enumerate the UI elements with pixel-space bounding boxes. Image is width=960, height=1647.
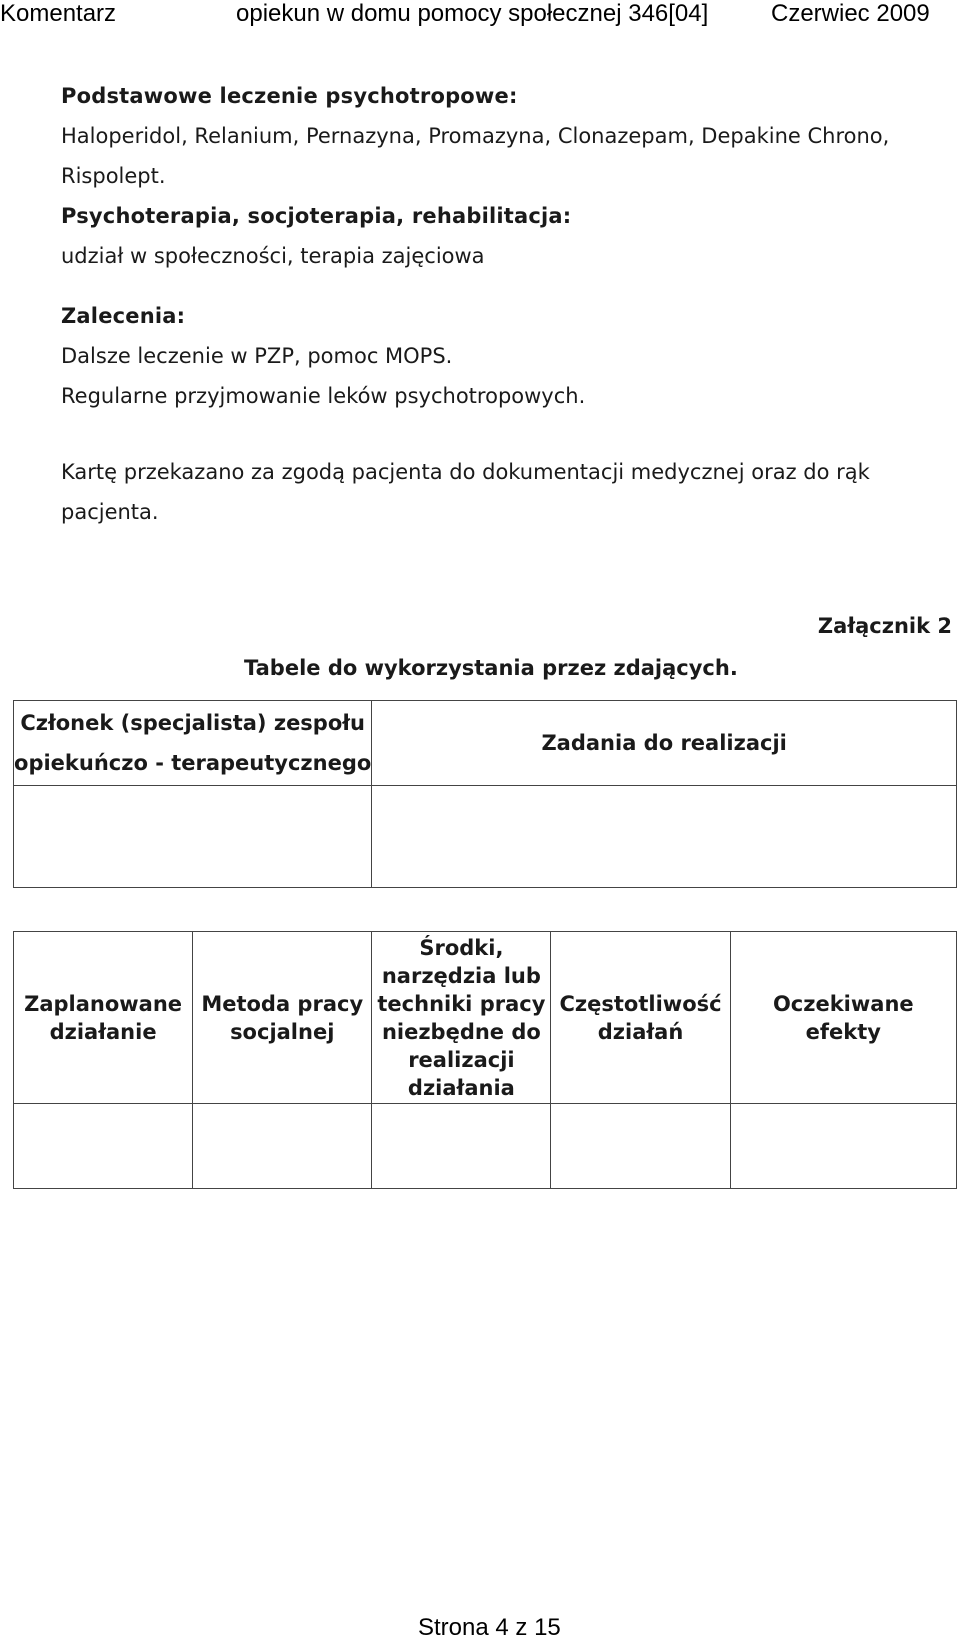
- frequency-header-line-2: działań: [597, 1019, 684, 1044]
- planned-action-column-header: [14, 932, 193, 1104]
- planned-action-header-line-2: działanie: [49, 1019, 157, 1044]
- team-tasks-table: [13, 700, 957, 888]
- means-header-line-6: działania: [407, 1075, 515, 1100]
- attachment-label: Załącznik 2: [817, 614, 952, 638]
- means-tools-column-header: [372, 932, 551, 1104]
- header-right: Czerwiec 2009: [771, 0, 930, 27]
- means-tools-cell[interactable]: [372, 1104, 551, 1189]
- expected-effects-column-header: [730, 932, 956, 1104]
- document-body: [61, 76, 957, 532]
- recommendations-line-2: Regularne przyjmowanie leków psychotropowych.: [61, 384, 586, 408]
- team-member-header-line-1: Członek (specjalista) zespołu: [20, 711, 366, 735]
- page-number: Strona 4 z 15: [418, 1614, 561, 1641]
- method-header-line-2: socjalnej: [230, 1019, 335, 1044]
- therapy-heading: Psychoterapia, socjoterapia, rehabilitacja:: [61, 204, 572, 228]
- tasks-cell[interactable]: [372, 786, 957, 888]
- treatment-heading: Podstawowe leczenie psychotropowe:: [61, 84, 518, 108]
- means-header-line-3: techniki pracy: [377, 991, 546, 1016]
- table-header-row: [14, 932, 957, 1104]
- team-member-column-header: [14, 701, 372, 786]
- means-header-line-5: realizacji: [408, 1047, 515, 1072]
- recommendations-line-1: Dalsze leczenie w PZP, pomoc MOPS.: [61, 344, 453, 368]
- social-work-method-column-header: [193, 932, 372, 1104]
- planned-action-cell[interactable]: [14, 1104, 193, 1189]
- means-header-line-1: Środki,: [419, 935, 504, 960]
- therapy-text: udział w społeczności, terapia zajęciowa: [61, 244, 485, 268]
- treatment-text-line-2: Rispolept.: [61, 164, 166, 188]
- means-header-line-4: niezbędne do: [381, 1019, 541, 1044]
- recommendations-heading: Zalecenia:: [61, 304, 186, 328]
- frequency-column-header: [551, 932, 730, 1104]
- team-member-header-line-2: opiekuńczo - terapeutycznego: [14, 751, 372, 775]
- expected-effects-cell[interactable]: [730, 1104, 956, 1189]
- card-transfer-line-2: pacjenta.: [61, 500, 159, 524]
- effects-header-line-1: Oczekiwane: [772, 991, 914, 1016]
- tasks-column-header: Zadania do realizacji: [372, 701, 957, 786]
- means-header-line-2: narzędzia lub: [381, 963, 541, 988]
- action-plan-table: [13, 931, 957, 1189]
- method-header-line-1: Metoda pracy: [201, 991, 364, 1016]
- treatment-text-line-1: Haloperidol, Relanium, Pernazyna, Promazyna, Clonazepam, Depakine Chrono,: [61, 124, 890, 148]
- table-row: [14, 1104, 957, 1189]
- card-transfer-line-1: Kartę przekazano za zgodą pacjenta do dokumentacji medycznej oraz do rąk: [61, 460, 870, 484]
- social-work-method-cell[interactable]: [193, 1104, 372, 1189]
- frequency-cell[interactable]: [551, 1104, 730, 1189]
- table-row: [14, 786, 957, 888]
- table-header-row: [14, 701, 957, 786]
- frequency-header-line-1: Częstotliwość: [559, 991, 722, 1016]
- tables-title: Tabele do wykorzystania przez zdających.: [244, 656, 738, 680]
- header-left: Komentarz: [0, 0, 117, 27]
- header-center: opiekun w domu pomocy społecznej 346[04]: [236, 0, 709, 27]
- team-member-cell[interactable]: [14, 786, 372, 888]
- planned-action-header-line-1: Zaplanowane: [24, 991, 183, 1016]
- effects-header-line-2: efekty: [805, 1019, 881, 1044]
